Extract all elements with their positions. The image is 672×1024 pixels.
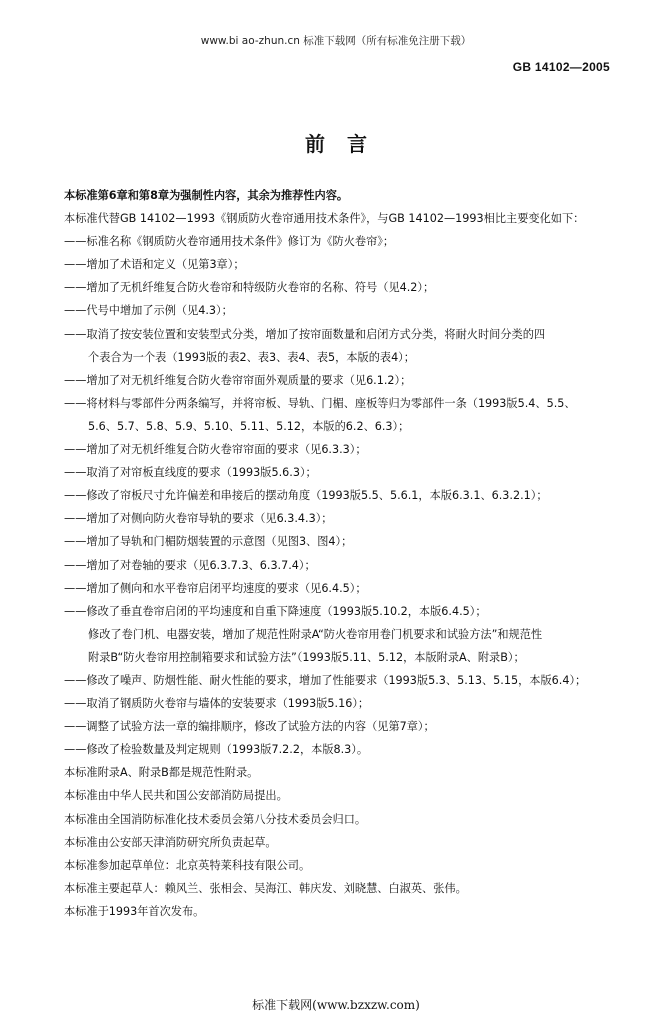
- standard-code: GB 14102—2005: [512, 60, 610, 74]
- paragraph: ——修改了噪声、防烟性能、耐火性能的要求，增加了性能要求（1993版5.3、5.13、5.15，本版6.4）；: [64, 673, 587, 687]
- paragraph: ——代号中增加了示例（见4.3）；: [64, 304, 233, 318]
- paragraph: ——取消了按安装位置和安装型式分类，增加了按帘面数量和启闭方式分类，将耐火时间分类的四: [64, 327, 546, 341]
- paragraph: 5.6、5.7、5.8、5.9、5.10、5.11、5.12，本版的6.2、6.3）；: [88, 419, 410, 433]
- paragraph: ——取消了钢质防火卷帘与墙体的安装要求（1993版5.16）；: [64, 697, 370, 711]
- paragraph: 本标准代替GB 14102—1993《钢质防火卷帘通用技术条件》，与GB 14102—1993相比主要变化如下：: [64, 212, 585, 226]
- paragraph: ——增加了对无机纤维复合防火卷帘帘面的要求（见6.3.3）；: [64, 443, 367, 457]
- paragraph: 个表合为一个表（1993版的表2、表3、表4、表5，本版的表4）；: [88, 350, 415, 364]
- paragraph: ——标准名称《钢质防火卷帘通用技术条件》修订为《防火卷帘》；: [64, 235, 395, 249]
- paragraph: ——修改了帘板尺寸允许偏差和串接后的摆动角度（1993版5.5、5.6.1，本版6.3.1、6.3.2.1）；: [64, 489, 548, 503]
- page-title: 前言: [305, 132, 389, 156]
- paragraph: ——增加了对无机纤维复合防火卷帘帘面外观质量的要求（见6.1.2）；: [64, 373, 412, 387]
- paragraph: 本标准由公安部天津消防研究所负责起草。: [64, 835, 277, 849]
- paragraph: 本标准由全国消防标准化技术委员会第八分技术委员会归口。: [64, 812, 367, 826]
- paragraph: ——增加了对侧向防火卷帘导轨的要求（见6.3.4.3）；: [64, 512, 333, 526]
- paragraph: ——增加了侧向和水平卷帘启闭平均速度的要求（见6.4.5）；: [64, 581, 367, 595]
- paragraph: ——将材料与零部件分两条编写，并将帘板、导轨、门楣、座板等归为零部件一条（1993版5.4、5.5、: [64, 396, 576, 410]
- paragraph: 本标准附录A、附录B都是规范性附录。: [64, 766, 259, 780]
- paragraph: ——取消了对帘板直线度的要求（1993版5.6.3）；: [64, 466, 317, 480]
- paragraph: 修改了卷门机、电器安装，增加了规范性附录A“防火卷帘用卷门机要求和试验方法”和规范性: [88, 627, 543, 641]
- paragraph: 本标准参加起草单位：北京英特莱科技有限公司。: [64, 858, 311, 872]
- site-footer: 标准下载网(www.bzxzw.com): [252, 998, 420, 1012]
- paragraph: 本标准由中华人民共和国公安部消防局提出。: [64, 789, 288, 803]
- paragraph: ——增加了无机纤维复合防火卷帘和特级防火卷帘的名称、符号（见4.2）；: [64, 281, 435, 295]
- paragraph: ——修改了垂直卷帘启闭的平均速度和自重下降速度（1993版5.10.2，本版6.4.5）；: [64, 604, 487, 618]
- paragraph: 本标准于1993年首次发布。: [64, 904, 205, 918]
- paragraph: 附录B“防火卷帘用控制箱要求和试验方法”（1993版5.11、5.12，本版附录A、附录B）；: [88, 650, 525, 664]
- paragraph: 本标准第6章和第8章为强制性内容，其余为推荐性内容。: [64, 189, 349, 202]
- paragraph: ——修改了检验数量及判定规则（1993版7.2.2，本版8.3）。: [64, 743, 369, 757]
- paragraph: 本标准主要起草人：赖风兰、张相会、吴海江、韩庆发、刘晓慧、白淑英、张伟。: [64, 881, 467, 895]
- paragraph: ——调整了试验方法一章的编排顺序，修改了试验方法的内容（见第7章）；: [64, 720, 435, 734]
- paragraph: ——增加了对卷轴的要求（见6.3.7.3、6.3.7.4）；: [64, 558, 316, 572]
- site-header: www.bi ao-zhun.cn 标准下载网（所有标准免注册下载）: [200, 35, 472, 47]
- paragraph: ——增加了导轨和门楣防烟装置的示意图（见图3、图4）；: [64, 535, 353, 549]
- paragraph: ——增加了术语和定义（见第3章）；: [64, 258, 245, 272]
- document-body: [64, 184, 624, 923]
